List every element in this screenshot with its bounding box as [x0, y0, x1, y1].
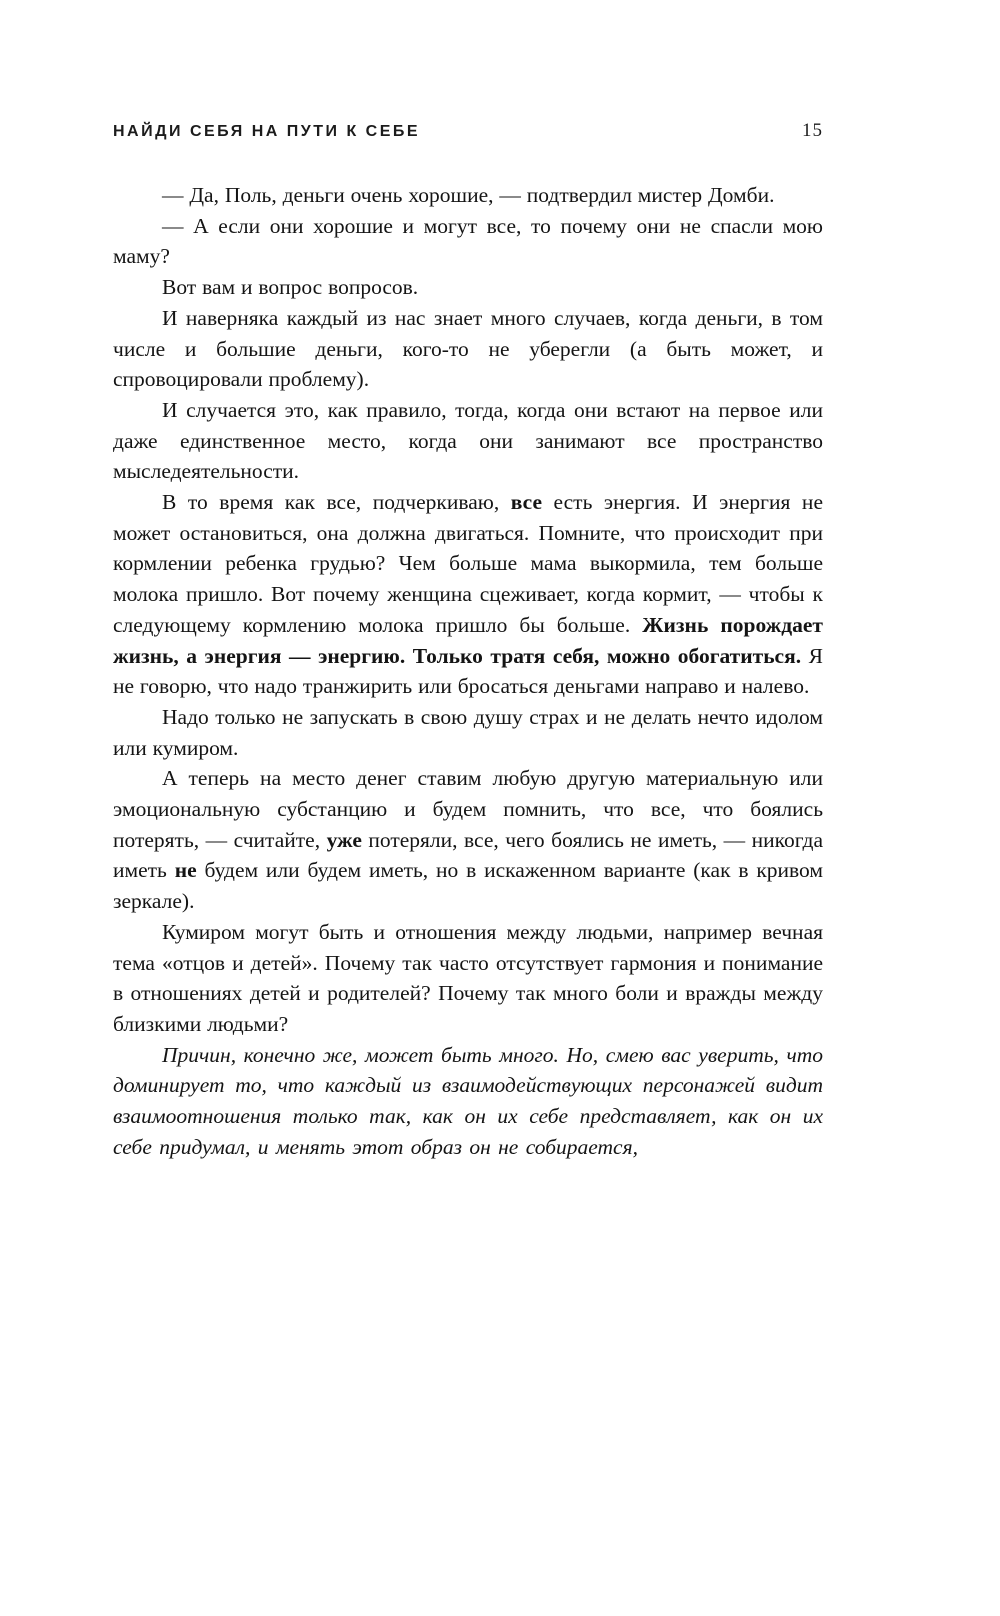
- paragraph: [113, 763, 823, 917]
- paragraph: [113, 272, 823, 303]
- text-run: есть энергия. И энергия не может остановиться, она должна двигаться. Помните, что происходит при кормлении ребенка грудью? Чем больше мама выкормила, тем больше молока пришло. Вот почему женщина сцеживает, когда кормит, — чтобы к следующему кормлению молока пришло бы больше.: [113, 490, 823, 637]
- text-run: — А если они хорошие и могут все, то почему они не спасли мою маму?: [113, 213, 823, 269]
- paragraph: [113, 1040, 823, 1163]
- paragraph: [113, 180, 823, 211]
- text-body: [113, 180, 823, 1163]
- text-run: Жизнь порождает жизнь, а энергия — энергию. Только тратя себя, можно обогатиться.: [113, 612, 823, 668]
- header-title: НАЙДИ СЕБЯ НА ПУТИ К СЕБЕ: [113, 123, 421, 140]
- text-run: Кумиром могут быть и отношения между людьми, например вечная тема «отцов и детей». Почему так часто отсутствует гармония и понимание в отношениях детей и родителей? Почему так много боли и вражды между близкими людьми?: [113, 919, 823, 1036]
- text-run: Я не говорю, что надо транжирить или бросаться деньгами направо и налево.: [113, 643, 823, 699]
- text-run: не: [174, 858, 197, 883]
- page-number: 15: [802, 120, 823, 141]
- text-run: все: [510, 490, 542, 515]
- text-run: Вот вам и вопрос вопросов.: [162, 275, 419, 300]
- text-run: Причин, конечно же, может быть много. Но, смею вас уверить, что доминирует то, что каждый из взаимодействующих персонажей видит взаимоотношения только так, как он их себе представляет, как он их себе придумал, и менять этот образ он не собирается,: [113, 1042, 823, 1159]
- paragraph: [113, 211, 823, 272]
- running-header: [113, 120, 823, 142]
- text-run: Надо только не запускать в свою душу страх и не делать нечто идолом или кумиром.: [113, 704, 823, 760]
- paragraph: [113, 702, 823, 763]
- paragraph: [113, 395, 823, 487]
- paragraph: [113, 487, 823, 702]
- text-run: И случается это, как правило, тогда, когда они встают на первое или даже единственное место, когда они занимают все пространство мыследеятельности.: [113, 397, 823, 484]
- text-run: — Да, Поль, деньги очень хорошие, — подтвердил мистер Домби.: [162, 183, 775, 207]
- paragraph: [113, 303, 823, 395]
- text-run: потеряли, все, чего боялись не иметь, — никогда иметь: [113, 827, 824, 883]
- text-run: В то время как все, подчеркиваю,: [162, 490, 511, 515]
- text-run: уже: [326, 827, 362, 852]
- text-run: И наверняка каждый из нас знает много случаев, когда деньги, в том числе и большие деньги, кого-то не уберегли (а быть может, и спровоцировали проблему).: [113, 305, 823, 392]
- paragraph: [113, 917, 823, 1040]
- text-run: А теперь на место денег ставим любую другую материальную или эмоциональную субстанцию и будем помнить, что все, что боялись потерять, — считайте,: [113, 766, 823, 852]
- text-run: будем или будем иметь, но в искаженном варианте (как в кривом зеркале).: [113, 858, 824, 914]
